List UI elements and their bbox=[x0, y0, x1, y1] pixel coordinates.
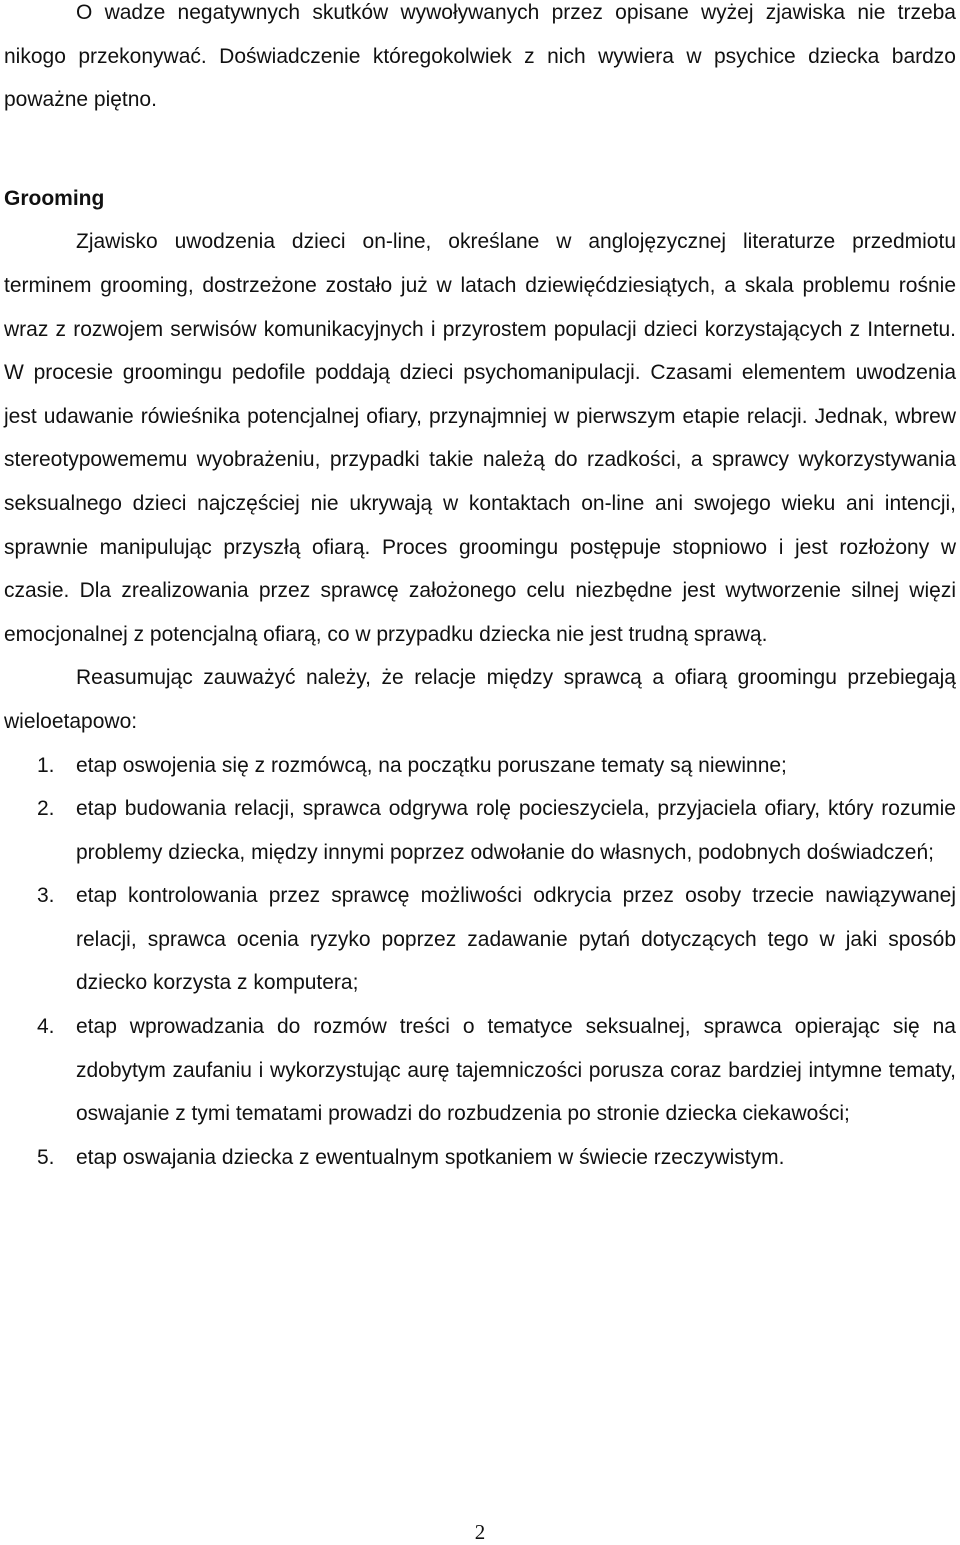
list-item-text: etap oswajania dziecka z ewentualnym spotkaniem w świecie rzeczywistym. bbox=[76, 1145, 785, 1169]
list-item bbox=[4, 1005, 956, 1136]
page-number: 2 bbox=[474, 1520, 486, 1544]
section-heading: Grooming bbox=[4, 186, 105, 210]
list-item-number: 5. bbox=[37, 1145, 55, 1169]
list-item-number: 3. bbox=[37, 884, 55, 908]
steps-list bbox=[4, 744, 956, 1180]
list-item bbox=[4, 787, 956, 874]
list-item-text: etap wprowadzania do rozmów treści o tematyce seksualnej, sprawca opierając się na zdobytym zaufaniu i wykorzystując aurę tajemniczości porusza coraz bardziej intymne tematy, oswajanie z tymi tematami prowadzi do rozbudzenia po stronie dziecka ciekawości; bbox=[76, 1015, 956, 1126]
list-item-number: 2. bbox=[37, 797, 55, 821]
list-item-number: 1. bbox=[37, 753, 55, 777]
body-paragraph-1: Zjawisko uwodzenia dzieci on-line, określane w anglojęzycznej literaturze przedmiotu terminem grooming, dostrzeżone zostało już w latach dziewięćdziesiątych, a skala problemu rośnie wraz z rozwojem serwisów komunikacyjnych i przyrostem populacji dzieci korzystających z Internetu. W procesie groomingu pedofile poddają dzieci psychomanipulacji. Czasami elementem uwodzenia jest udawanie rówieśnika potencjalnej ofiary, przynajmniej w pierwszym etapie relacji. Jednak, wbrew stereotypowememu wyobrażeniu, przypadki takie należą do rzadkości, a sprawcy wykorzystywania seksualnego dzieci najczęściej nie ukrywają w kontaktach on-line ani swojego wieku ani intencji, sprawnie manipulując przyszłą ofiarą. Proces groomingu postępuje stopniowo i jest rozłożony w czasie. Dla zrealizowania przez sprawcę założonego celu niezbędne jest wytworzenie silnej więzi emocjonalnej z potencjalną ofiarą, co w przypadku dziecka nie jest trudną sprawą. bbox=[4, 230, 956, 646]
list-item-text: etap kontrolowania przez sprawcę możliwości odkrycia przez osoby trzecie nawiązywanej relacji, sprawca ocenia ryzyko poprzez zadawanie pytań dotyczących tego w jaki sposób dziecko korzysta z komputera; bbox=[76, 884, 956, 995]
body-paragraph-2: Reasumując zauważyć należy, że relacje między sprawcą a ofiarą groomingu przebiegają wieloetapowo: bbox=[4, 666, 956, 733]
list-item bbox=[4, 1136, 956, 1180]
list-item bbox=[4, 744, 956, 788]
list-item-number: 4. bbox=[37, 1015, 55, 1039]
list-item-text: etap oswojenia się z rozmówcą, na początku poruszane tematy są niewinne; bbox=[76, 753, 787, 777]
list-item bbox=[4, 874, 956, 1005]
document-page bbox=[4, 0, 956, 1179]
intro-paragraph: O wadze negatywnych skutków wywoływanych przez opisane wyżej zjawiska nie trzeba nikogo przekonywać. Doświadczenie któregokolwiek z nich wywiera w psychice dziecka bardzo poważne piętno. bbox=[4, 1, 956, 112]
list-item-text: etap budowania relacji, sprawca odgrywa rolę pocieszyciela, przyjaciela ofiary, który rozumie problemy dziecka, między innymi poprzez odwołanie do własnych, podobnych doświadczeń; bbox=[76, 797, 956, 864]
